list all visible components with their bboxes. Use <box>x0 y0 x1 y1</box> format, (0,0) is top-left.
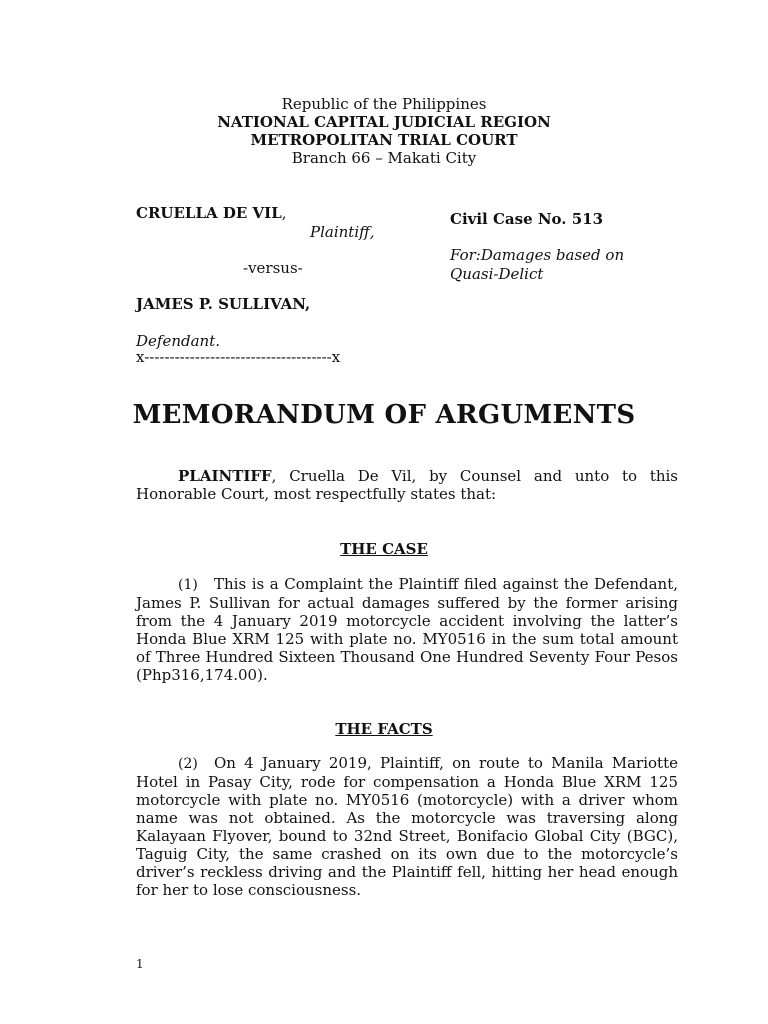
header-branch: Branch 66 – Makati City <box>291 149 477 167</box>
defendant-name: JAMES P. SULLIVAN, <box>136 295 311 313</box>
facts-paragraph-number: (2) <box>178 756 198 772</box>
plaintiff-comma: , <box>281 204 287 222</box>
header-region: NATIONAL CAPITAL JUDICIAL REGION <box>217 113 551 131</box>
case-paragraph <box>136 575 678 684</box>
facts-paragraph-text: On 4 January 2019, Plaintiff, on route to Manila Mariotte Hotel in Pasay City, rode for compensation a Honda Blue XRM 125 motorcycle with plate no. MY0516 (motorcycle) with a driver whom name was not obtained. As the motorcycle was traversing along Kalayaan Flyover, bound to 32nd Street, Bonifacio Global City (BGC), Taguig City, the same crashed on its own due to the motorcycle’s driver’s reckless driving and the Plaintiff fell, hitting her head enough for her to lose consciousness. <box>136 754 678 899</box>
header-republic: Republic of the Philippines <box>281 95 487 113</box>
case-paragraph-text: This is a Complaint the Plaintiff filed against the Defendant, James P. Sullivan for actual damages suffered by the former arising from the 4 January 2019 motorcycle accident involving the latter’s Honda Blue XRM 125 with plate no. MY0516 in the sum total amount of Three Hundred Sixteen Thousand One Hundred Seventy Four Pesos (Php316,174.00). <box>136 575 678 684</box>
page-number: 1 <box>136 957 144 971</box>
section-heading-facts: THE FACTS <box>335 720 433 738</box>
defendant-role: Defendant. <box>136 332 220 350</box>
nature-line-1: For:Damages based on <box>450 246 625 264</box>
facts-paragraph <box>136 754 678 899</box>
caption-divider: x-------------------------------------x <box>136 348 341 366</box>
document-title: MEMORANDUM OF ARGUMENTS <box>132 400 636 430</box>
intro-text: , Cruella De Vil, by Counsel and unto to this Honorable Court, most respectfully states that: <box>136 467 678 503</box>
plaintiff-name-line <box>136 204 287 222</box>
intro-paragraph <box>136 467 678 503</box>
versus-label: -versus- <box>243 259 303 277</box>
intro-lead: PLAINTIFF <box>178 467 272 485</box>
plaintiff-name: CRUELLA DE VIL <box>136 204 282 222</box>
section-heading-case: THE CASE <box>340 540 428 558</box>
nature-line-2: Quasi-Delict <box>450 265 544 283</box>
plaintiff-role: Plaintiff, <box>310 223 375 241</box>
case-number: Civil Case No. 513 <box>450 210 604 228</box>
header-court: METROPOLITAN TRIAL COURT <box>250 131 518 149</box>
case-paragraph-number: (1) <box>178 577 198 593</box>
